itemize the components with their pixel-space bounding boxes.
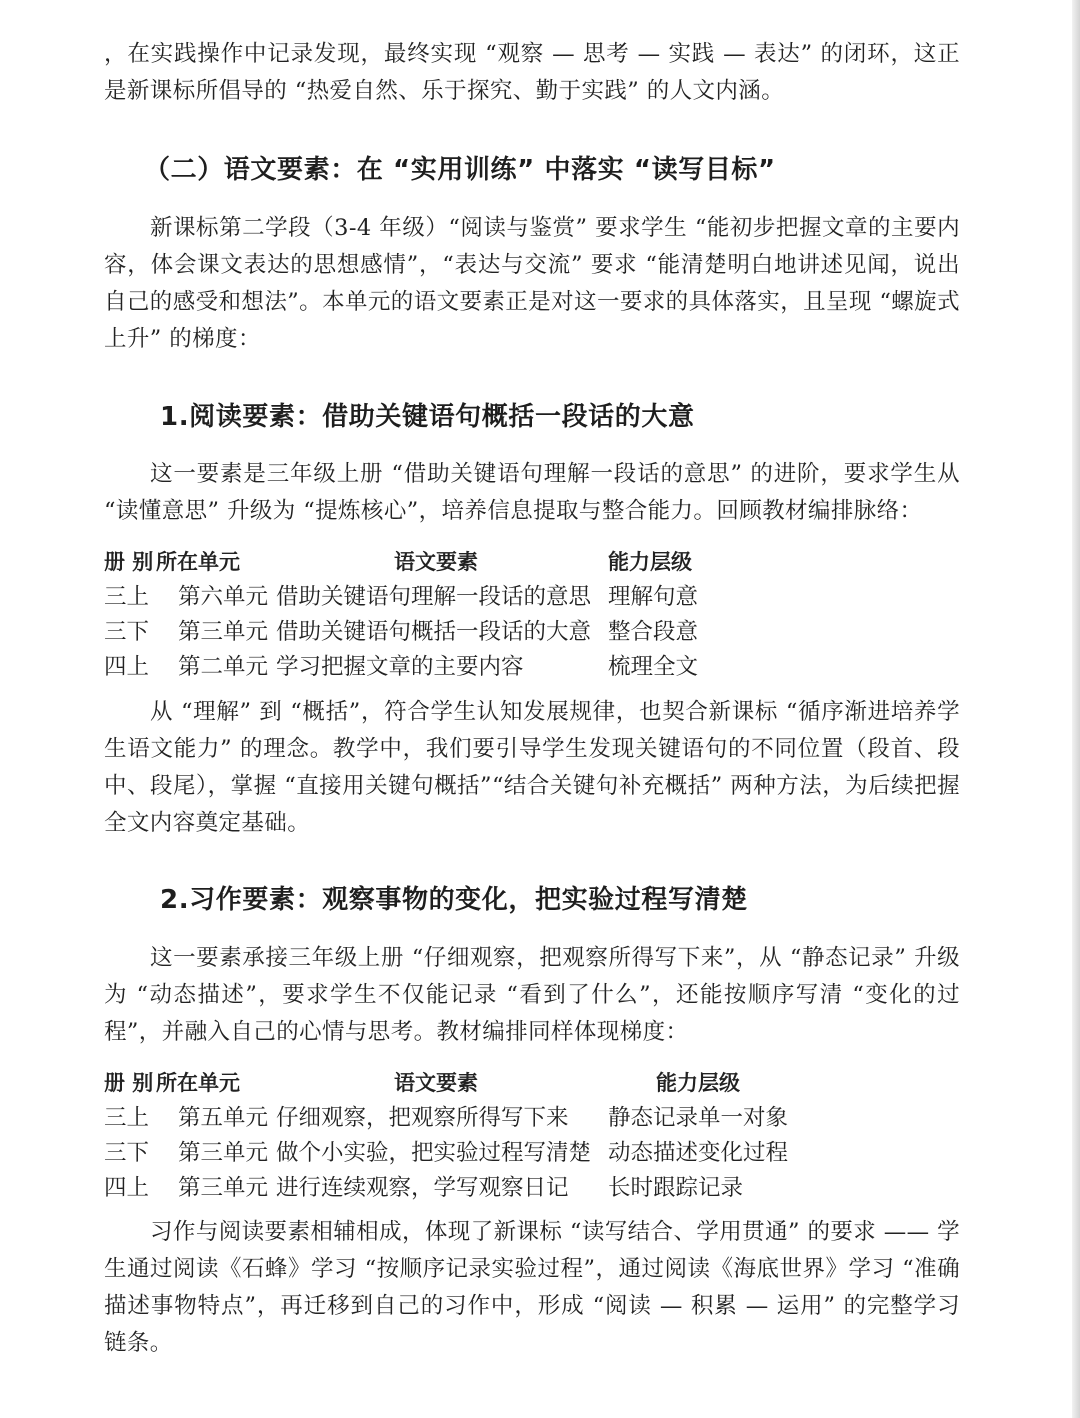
cell-unit: 第六单元 [178, 584, 269, 610]
table-row [104, 615, 960, 650]
cell-level: 整合段意 [608, 619, 699, 645]
table-header-row [104, 1066, 960, 1101]
table-row [104, 1171, 960, 1206]
cell-volume: 四上 [104, 654, 150, 680]
table-row [104, 1101, 960, 1136]
cell-level: 理解句意 [608, 584, 699, 610]
header-element: 语文要素 [394, 1071, 478, 1095]
heading-reading-element: 1.阅读要素：借助关键语句概括一段话的大意 [160, 402, 695, 432]
paragraph-writing-intro: 这一要素承接三年级上册 “仔细观察，把观察所得写下来”，从 “静态记录” 升级为 “动态描述”，要求学生不仅能记录 “看到了什么”，还能按顺序写清 “变化的过程”，并融入自己的心情与思考。教材编排同样体现梯度： [104, 945, 960, 1045]
cell-level: 静态记录单一对象 [608, 1105, 789, 1131]
paragraph-reading-after: 从 “理解” 到 “概括”，符合学生认知发展规律，也契合新课标 “循序渐进培养学生语文能力” 的理念。教学中，我们要引导学生发现关键语句的不同位置（段首、段中、段尾），掌握 “直接用关键句概括”“结合关键句补充概括” 两种方法，为后续把握全文内容奠定基础。 [104, 699, 960, 836]
cell-unit: 第三单元 [178, 1140, 269, 1166]
cell-unit: 第三单元 [178, 619, 269, 645]
cell-level: 长时跟踪记录 [608, 1175, 744, 1201]
header-volume: 册 别 [104, 550, 154, 574]
cell-volume: 四上 [104, 1175, 150, 1201]
cell-unit: 第五单元 [178, 1105, 269, 1131]
table-header-row [104, 545, 960, 580]
header-level: 能力层级 [656, 1071, 740, 1095]
cell-element: 学习把握文章的主要内容 [276, 654, 524, 680]
paragraph-curriculum: 新课标第二学段（3-4 年级）“阅读与鉴赏” 要求学生 “能初步把握文章的主要内容，体会课文表达的思想感情”，“表达与交流” 要求 “能清楚明白地讲述见闻，说出自己的感受和想法”。本单元的语文要素正是对这一要求的具体落实，且呈现 “螺旋式上升” 的梯度： [104, 215, 960, 352]
header-level: 能力层级 [608, 550, 692, 574]
paragraph-intro-tail: ，在实践操作中记录发现，最终实现 “观察 — 思考 — 实践 — 表达” 的闭环，这正是新课标所倡导的 “热爱自然、乐于探究、勤于实践” 的人文内涵。 [104, 41, 960, 104]
header-volume: 册 别 [104, 1071, 154, 1095]
cell-level: 梳理全文 [608, 654, 699, 680]
cell-element: 进行连续观察，学写观察日记 [276, 1175, 569, 1201]
header-element: 语文要素 [394, 550, 478, 574]
table-row [104, 650, 960, 685]
cell-element: 仔细观察，把观察所得写下来 [276, 1105, 569, 1131]
header-unit: 所在单元 [156, 1071, 240, 1095]
writing-element-table [104, 1066, 960, 1206]
heading-writing-element: 2.习作要素：观察事物的变化，把实验过程写清楚 [160, 885, 748, 915]
cell-unit: 第二单元 [178, 654, 269, 680]
table-row [104, 580, 960, 615]
cell-element: 借助关键语句概括一段话的大意 [276, 619, 592, 645]
page-edge-shadow [1072, 0, 1080, 1418]
cell-unit: 第三单元 [178, 1175, 269, 1201]
reading-element-table [104, 545, 960, 685]
cell-level: 动态描述变化过程 [608, 1140, 789, 1166]
cell-volume: 三下 [104, 1140, 150, 1166]
paragraph-writing-after: 习作与阅读要素相辅相成，体现了新课标 “读写结合、学用贯通” 的要求 —— 学生通过阅读《石蜂》学习 “按顺序记录实验过程”，通过阅读《海底世界》学习 “准确描述事物特点”，再迁移到自己的习作中，形成 “阅读 — 积累 — 运用” 的完整学习链条。 [104, 1219, 960, 1356]
cell-volume: 三上 [104, 584, 150, 610]
table-row [104, 1136, 960, 1171]
heading-section-2: （二）语文要素：在 “实用训练” 中落实 “读写目标” [144, 155, 776, 185]
cell-element: 做个小实验，把实验过程写清楚 [276, 1140, 592, 1166]
cell-volume: 三上 [104, 1105, 150, 1131]
cell-element: 借助关键语句理解一段话的意思 [276, 584, 592, 610]
header-unit: 所在单元 [156, 550, 240, 574]
cell-volume: 三下 [104, 619, 150, 645]
paragraph-reading-intro: 这一要素是三年级上册 “借助关键语句理解一段话的意思” 的进阶，要求学生从 “读懂意思” 升级为 “提炼核心”，培养信息提取与整合能力。回顾教材编排脉络： [104, 461, 960, 524]
